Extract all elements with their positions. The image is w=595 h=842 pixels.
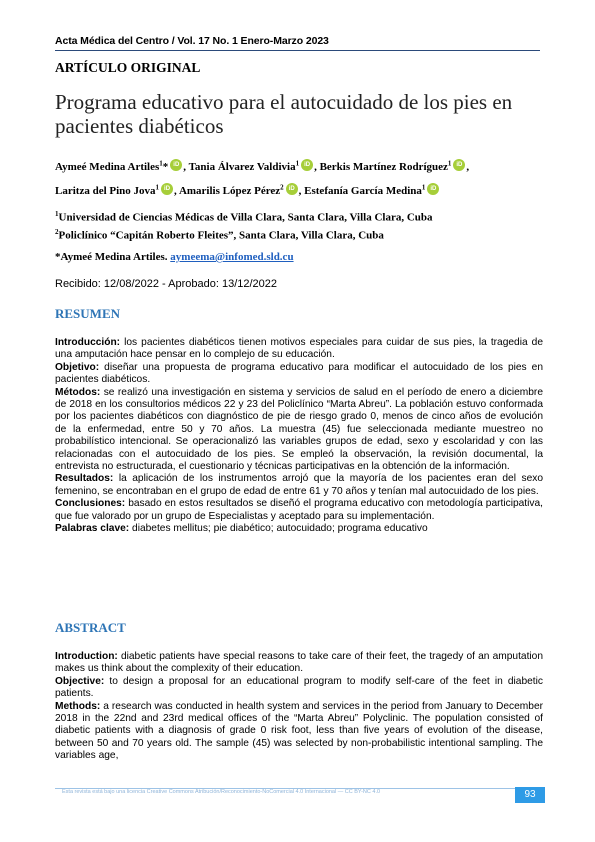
author-name: Aymeé Medina Artiles — [55, 161, 160, 173]
paragraph-text: los pacientes diabéticos tienen motivos especiales para cuidar de sus pies, la tragedia de una amputación hace pensar en lo complejo de su educación. — [55, 337, 543, 361]
affiliation-text: Policlínico “Capitán Roberto Fleites”, Santa Clara, Villa Clara, Cuba — [58, 229, 384, 242]
resumen-paragraph — [55, 498, 543, 523]
resumen-paragraph — [55, 362, 543, 387]
article-title: Programa educativo para el autocuidado de los pies en pacientes diabéticos — [55, 90, 513, 138]
abstract-heading: ABSTRACT — [55, 620, 126, 635]
author-name: Berkis Martínez Rodríguez — [319, 161, 448, 173]
author-affiliation-mark: 1 — [155, 183, 160, 192]
author-affiliation-mark: 1 — [295, 159, 300, 168]
author-separator: , — [298, 185, 305, 197]
paragraph-text: to design a proposal for an educational program to modify self-care of the feet in diabetic patients. — [55, 675, 543, 700]
affiliation-list — [55, 207, 545, 242]
orcid-icon[interactable]: iD — [286, 183, 298, 195]
affiliation-2 — [55, 225, 545, 243]
author-6 — [304, 185, 440, 197]
paragraph-text: diabetes mellitus; pie diabético; autocuidado; programa educativo — [129, 523, 428, 535]
paragraph-label: Objetivo: — [55, 361, 100, 373]
author-name: Estefanía García Medina — [304, 185, 422, 197]
license-notice: Esta revista está bajo una licencia Creative Commons Atribución/Reconocimiento-NoComercial 4.0 Internacional — CC BY-NC 4.0 — [62, 789, 381, 795]
resumen-body — [55, 337, 543, 536]
paragraph-label: Métodos: — [55, 386, 101, 398]
paragraph-text: diseñar una propuesta de programa educativo para modificar el autocuidado de los pies en pacientes diabéticos. — [55, 361, 543, 386]
paragraph-label: Introduction: — [55, 651, 118, 662]
author-1 — [55, 161, 189, 173]
received-approved-dates: Recibido: 12/08/2022 - Aprobado: 13/12/2022 — [55, 278, 278, 290]
author-4 — [55, 185, 179, 197]
author-3 — [320, 161, 470, 173]
email-link[interactable]: aymeema@infomed.sld.cu — [170, 251, 294, 263]
author-2 — [189, 161, 320, 173]
affiliation-text: Universidad de Ciencias Médicas de Villa Clara, Santa Clara, Villa Clara, Cuba — [58, 211, 433, 224]
author-name: Laritza del Pino Jova — [55, 185, 156, 197]
affiliation-1 — [55, 207, 545, 225]
paragraph-label: Conclusiones: — [55, 498, 126, 510]
resumen-heading: RESUMEN — [55, 306, 121, 321]
journal-header: Acta Médica del Centro / Vol. 17 No. 1 Enero-Marzo 2023 — [55, 35, 329, 47]
header-divider — [55, 50, 540, 51]
author-separator: , — [183, 161, 189, 173]
orcid-icon[interactable]: iD — [170, 159, 182, 171]
author-list — [55, 155, 545, 203]
author-affiliation-mark: 2 — [280, 183, 284, 192]
author-affiliation-mark: 1 — [421, 183, 426, 192]
paragraph-text: diabetic patients have special reasons to take care of their feet, the tragedy of an amputation makes us think about the complexity of their education. — [55, 651, 543, 675]
correspondence — [55, 251, 294, 263]
abstract-body — [55, 651, 543, 763]
orcid-icon[interactable]: iD — [427, 183, 439, 195]
paragraph-label: Methods: — [55, 700, 101, 712]
correspondence-author: *Aymeé Medina Artiles. — [55, 251, 171, 263]
affiliation-mark: 1 — [55, 210, 59, 218]
page-number: 93 — [515, 787, 545, 803]
paragraph-label: Introducción: — [55, 337, 121, 348]
resumen-paragraph — [55, 337, 543, 362]
author-name: Amarilis López Pérez — [178, 185, 281, 197]
resumen-paragraph — [55, 473, 543, 498]
paragraph-label: Resultados: — [55, 473, 114, 485]
paragraph-text: a research was conducted in health system and services in the period from January to December 2018 in the 22nd and 23rd medical offices of the “Marta Abreu” Polyclinic. The population consisted of diabetic patients with a diagnosis of grade 0 risk foot, less than five years of evolution of the disease, between 50 and 70 years old. The sample (45) was selected by non-probabilistic intentional sampling. The variables age, — [55, 700, 543, 762]
abstract-paragraph — [55, 701, 543, 763]
paragraph-text: se realizó una investigación en sistema y servicios de salud en el período de enero a diciembre de 2018 en los consultorios médicos 22 y 23 del Policlínico “Marta Abreu”. La población estuvo conformada por los pacientes diabéticos con diagnóstico de pie de riesgo grado 0, menos de cinco años de evolución de la enfermedad, entre 50 y 70 años. La muestra (45) fue seleccionada mediante muestreo no probabilístico intencional. Se operacionalizó las variables grupos de edad, sexo y escolaridad y con las relacionadas con el autocuidado de los pies. Se empleó la observación, la revisión documental, la entrevista no estructurada, el cuestionario y técnicas participativas en la obtención de la información. — [55, 386, 543, 473]
paragraph-label: Objective: — [55, 675, 105, 687]
abstract-paragraph — [55, 676, 543, 701]
abstract-paragraph — [55, 651, 543, 676]
resumen-paragraph — [55, 387, 543, 474]
author-affiliation-mark: 1 — [447, 159, 452, 168]
orcid-icon[interactable]: iD — [161, 183, 173, 195]
affiliation-mark: 2 — [55, 227, 59, 236]
author-separator: , — [466, 161, 470, 173]
author-separator: , — [314, 161, 320, 173]
orcid-icon[interactable]: iD — [453, 159, 465, 171]
orcid-icon[interactable]: iD — [301, 159, 313, 171]
paragraph-text: basado en estos resultados se diseñó el programa educativo con metodología participativa, que fue valorado por un grupo de Especialistas y aceptado para su implementación. — [55, 498, 543, 522]
article-type: ARTÍCULO ORIGINAL — [55, 60, 201, 75]
paragraph-label: Palabras clave: — [55, 523, 130, 535]
author-separator: , — [174, 185, 179, 197]
author-affiliation-mark: 1 — [159, 159, 163, 168]
paragraph-text: la aplicación de los instrumentos arrojó que la mayoría de los pacientes eran del sexo femenino, se encontraban en el grupo de edad de entre 61 y 70 años y tenían mal autocuidado de los pies. — [55, 473, 543, 497]
keywords — [55, 523, 543, 535]
author-5 — [179, 185, 304, 197]
corresponding-mark: * — [162, 161, 169, 173]
author-name: Tania Álvarez Valdivia — [188, 161, 296, 173]
